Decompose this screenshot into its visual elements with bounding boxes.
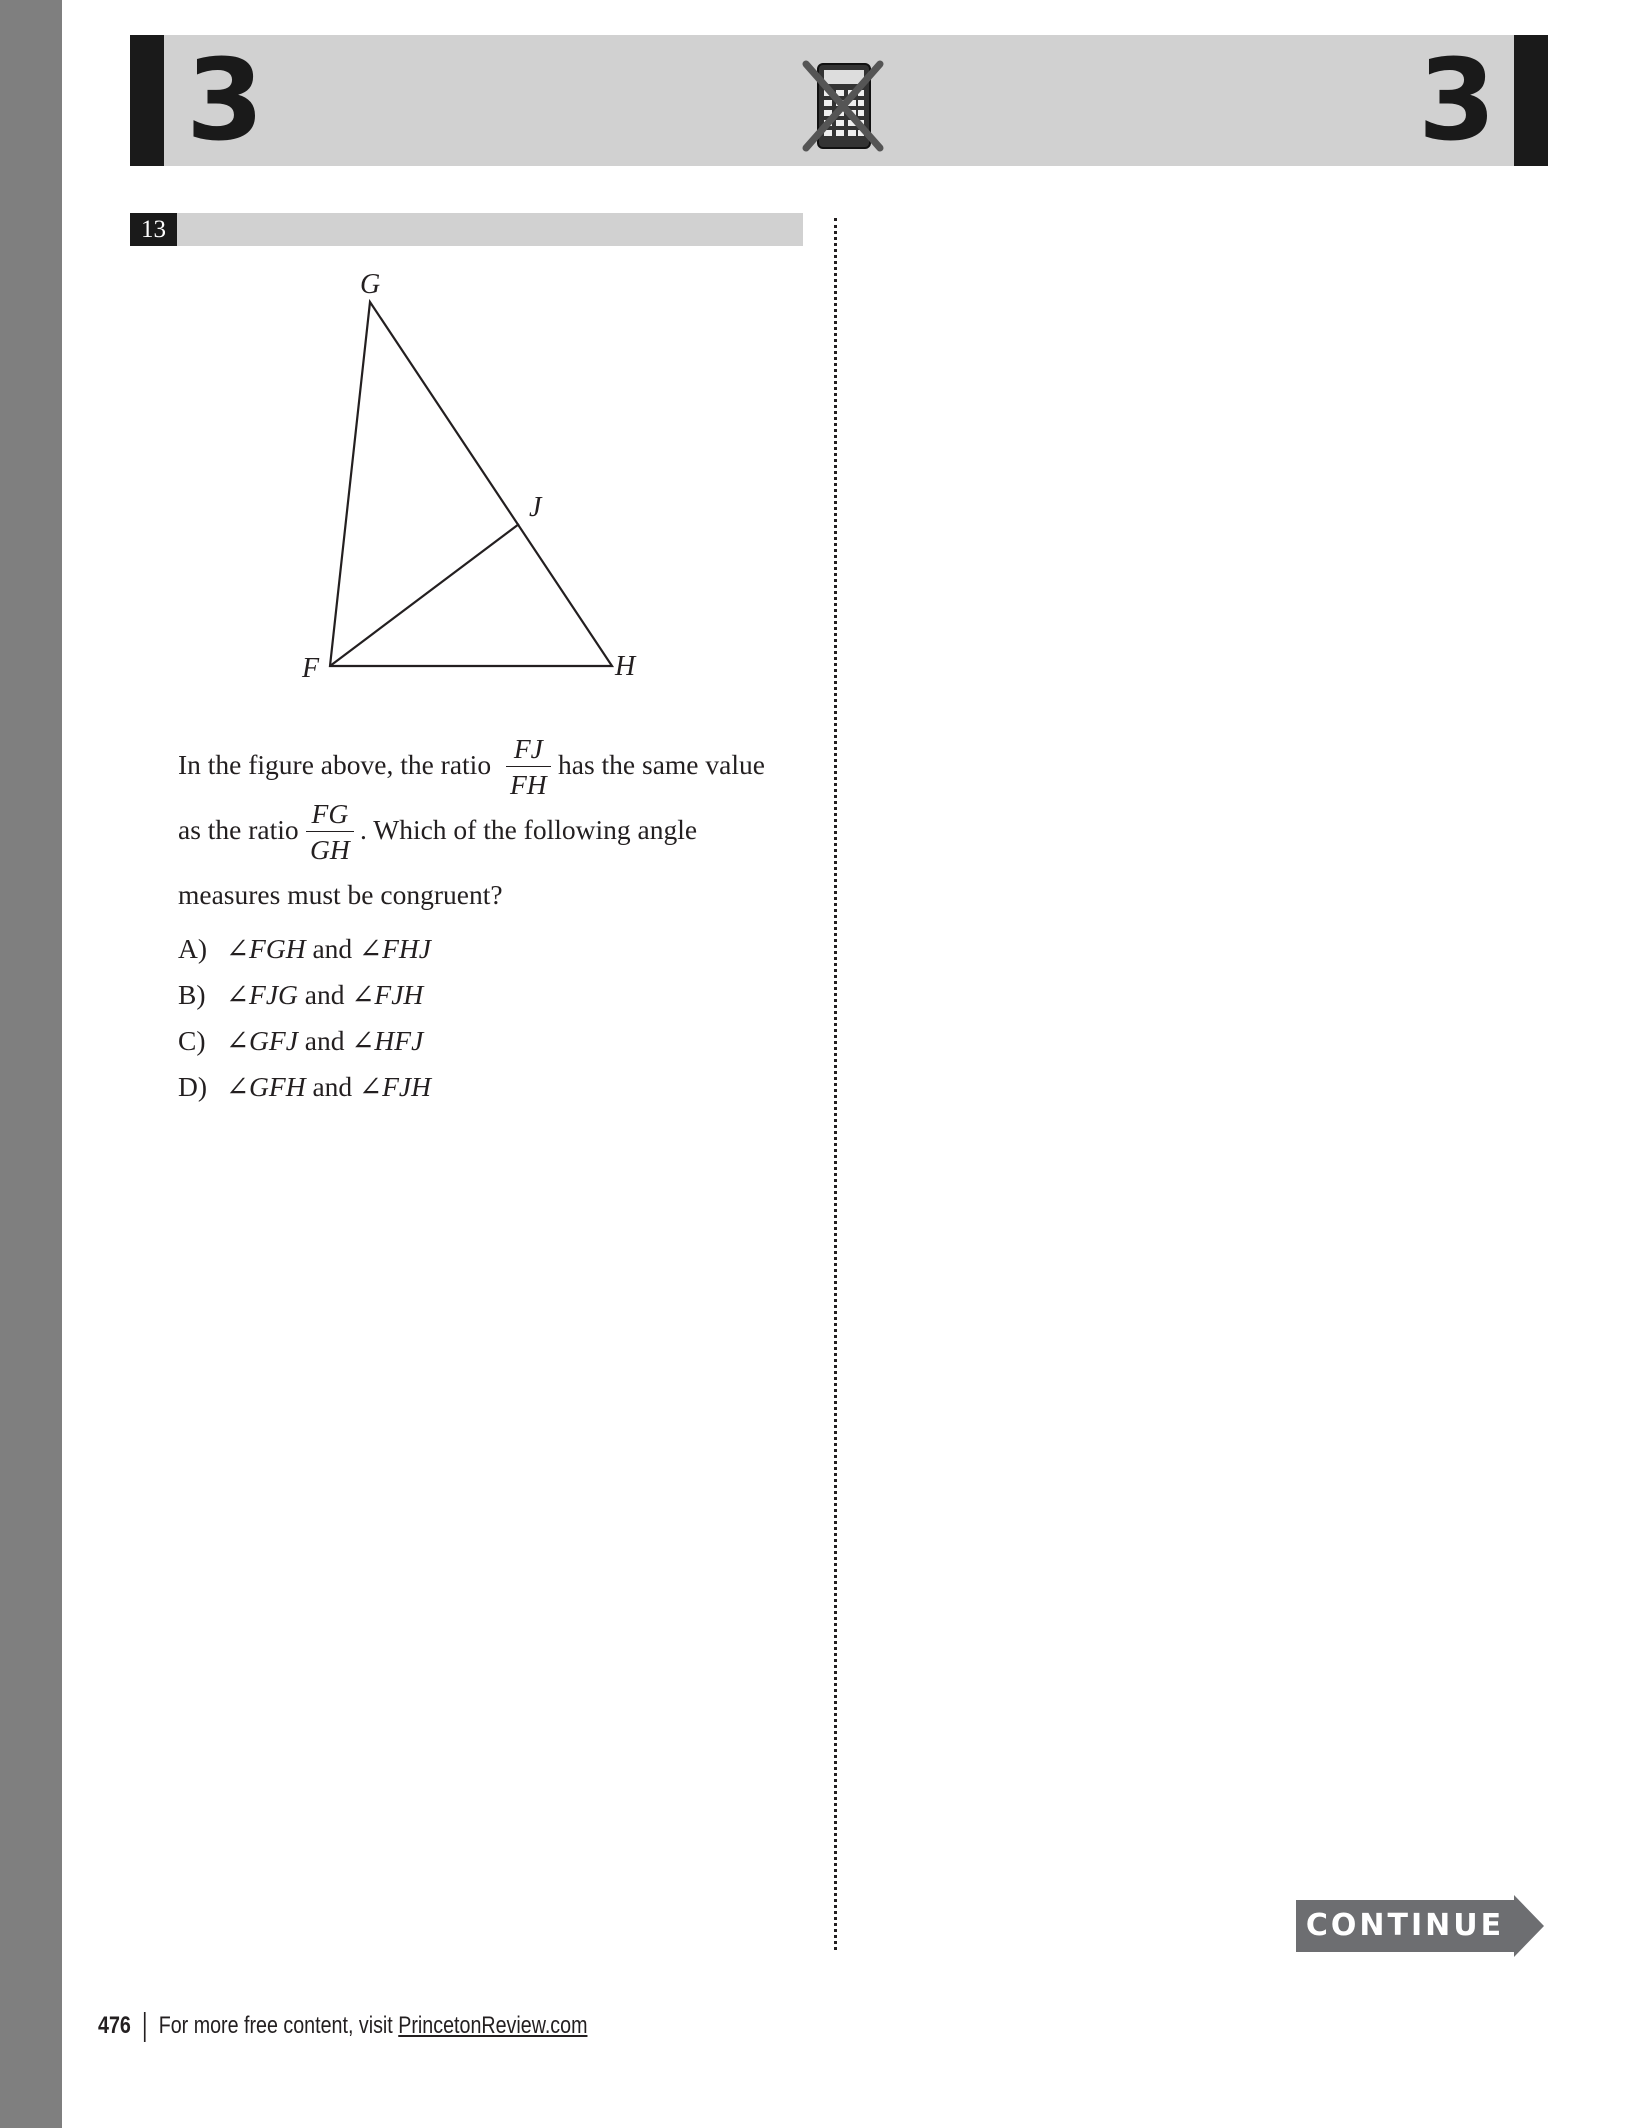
question-number: 13: [130, 213, 177, 246]
segment-fj: [330, 524, 519, 666]
choice-angle-1: ∠FJG: [226, 979, 298, 1010]
footer-text: For more free content, visit: [158, 2012, 393, 2039]
choice-letter: B): [178, 979, 206, 1010]
footer-separator: [144, 2012, 146, 2042]
vertex-label-h: H: [615, 651, 636, 682]
section-number-right: 3: [1418, 36, 1496, 166]
ratio-fg-gh: [306, 797, 354, 868]
choice-angle-2: ∠FHJ: [359, 933, 431, 964]
stem-line-2a: as the ratio: [178, 814, 299, 845]
choice-letter: D): [178, 1071, 208, 1102]
choice-angle-1: ∠GFH: [226, 1071, 306, 1102]
answer-choice-c[interactable]: [178, 1018, 431, 1064]
choice-angle-2: ∠FJH: [359, 1071, 431, 1102]
choice-and: and: [312, 933, 353, 964]
choice-letter: A): [178, 933, 208, 964]
choice-and: and: [304, 979, 345, 1010]
footer-link[interactable]: PrincetonReview.com: [398, 2012, 588, 2039]
column-divider: [834, 218, 837, 1950]
ratio2-numerator: FG: [306, 797, 354, 832]
ratio2-denominator: GH: [310, 834, 350, 865]
ratio1-denominator: FH: [510, 769, 547, 800]
header-bar-right: [1514, 35, 1548, 166]
choice-angle-1: ∠GFJ: [226, 1025, 298, 1056]
section-number-left: 3: [186, 36, 264, 166]
stem-line-1a: In the figure above, the ratio: [178, 749, 492, 780]
ratio1-numerator: FJ: [506, 732, 551, 767]
vertex-label-j: J: [529, 492, 542, 523]
answer-choice-a[interactable]: [178, 926, 431, 972]
choice-angle-2: ∠FJH: [351, 979, 424, 1010]
stem-line-1b: has the same value: [558, 749, 765, 780]
vertex-label-f: F: [302, 653, 320, 684]
choice-angle-2: ∠HFJ: [351, 1025, 424, 1056]
answer-choice-b[interactable]: [178, 972, 431, 1018]
left-margin-bar: [0, 0, 62, 2128]
triangle-fgh: [330, 302, 612, 666]
ratio-fj-fh: [506, 732, 551, 803]
answer-choice-d[interactable]: [178, 1064, 431, 1110]
choice-and: and: [304, 1025, 345, 1056]
page-number: 476: [98, 2012, 131, 2039]
stem-line-2b: . Which of the following angle: [360, 814, 698, 845]
vertex-label-g: G: [360, 269, 381, 300]
header-bar-left: [130, 35, 164, 166]
choice-letter: C): [178, 1025, 206, 1056]
no-calculator-icon: [800, 58, 886, 154]
answer-choices: [178, 926, 431, 1110]
continue-label: CONTINUE: [1305, 1908, 1505, 1943]
page-footer: [98, 2008, 587, 2044]
stem-line-3: measures must be congruent?: [178, 879, 503, 910]
choice-and: and: [312, 1071, 353, 1102]
choice-angle-1: ∠FGH: [226, 933, 306, 964]
question-number-strip: [130, 213, 803, 246]
triangle-figure: [290, 262, 660, 690]
